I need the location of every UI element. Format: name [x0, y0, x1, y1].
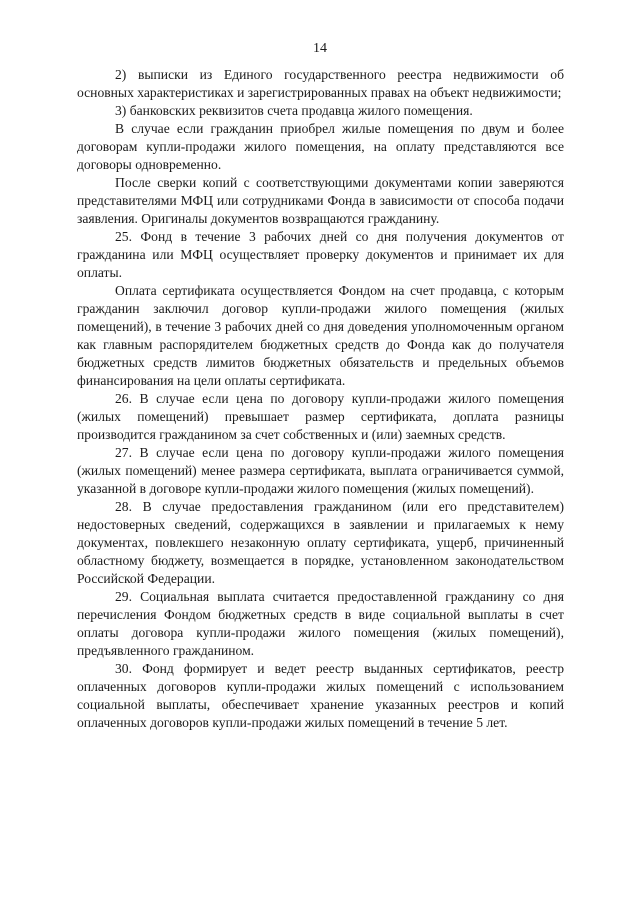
paragraph-item-28: 28. В случае предоставления гражданином (или его представителем) недостоверных сведений, содержащихся в заявлении и прилагаемых к нему документах, повлекшего незаконную оплату сертификата, ущерб, причиненный областному бюджету, возмещается в порядке, установленном законодательством Российской Федерации.	[77, 499, 564, 586]
paragraph-certificate-payment: Оплата сертификата осуществляется Фондом на счет продавца, с которым гражданин заключил договор купли-продажи жилого помещения (жилых помещений), в течение 3 рабочих дней со дня доведения уполномоченным органом как главным распорядителем бюджетных средств до Фонда как до получателя бюджетных средств лимитов бюджетных обязательств и предельных объемов финансирования на цели оплаты сертификата.	[77, 283, 564, 388]
paragraph-item-27: 27. В случае если цена по договору купли-продажи жилого помещения (жилых помещений) менее размера сертификата, выплата ограничивается суммой, указанной в договоре купли-продажи жилого помещения (жилых помещений).	[77, 445, 564, 496]
paragraph-bank-details: 3) банковских реквизитов счета продавца жилого помещения.	[115, 103, 473, 118]
paragraph-item-26: 26. В случае если цена по договору купли-продажи жилого помещения (жилых помещений) превышает размер сертификата, доплата разницы производится гражданином за счет собственных и (или) заемных средств.	[77, 391, 564, 442]
paragraph-item-25: 25. Фонд в течение 3 рабочих дней со дня получения документов от гражданина или МФЦ осуществляет проверку документов и принимает их для оплаты.	[77, 229, 564, 280]
page-number: 14	[313, 41, 327, 56]
paragraph-multiple-contracts: В случае если гражданин приобрел жилые помещения по двум и более договорам купли-продажи жилого помещения, на оплату представляются все договоры одновременно.	[77, 121, 564, 172]
document-body	[77, 66, 564, 732]
paragraph-extract-egrn: 2) выписки из Единого государственного реестра недвижимости об основных характеристиках и зарегистрированных правах на объект недвижимости;	[77, 67, 564, 100]
paragraph-item-29: 29. Социальная выплата считается предоставленной гражданину со дня перечисления Фондом бюджетных средств в виде социальной выплаты в счет оплаты договора купли-продажи жилого помещения (жилых помещений), предъявленного гражданином.	[77, 589, 564, 658]
paragraph-copy-verification: После сверки копий с соответствующими документами копии заверяются представителями МФЦ или сотрудниками Фонда в зависимости от способа подачи заявления. Оригиналы документов возвращаются гражданину.	[77, 175, 564, 226]
paragraph-item-30: 30. Фонд формирует и ведет реестр выданных сертификатов, реестр оплаченных договоров купли-продажи жилых помещений с использованием социальной выплаты, обеспечивает хранение указанных реестров и копий оплаченных договоров купли-продажи жилых помещений в течение 5 лет.	[77, 661, 564, 730]
